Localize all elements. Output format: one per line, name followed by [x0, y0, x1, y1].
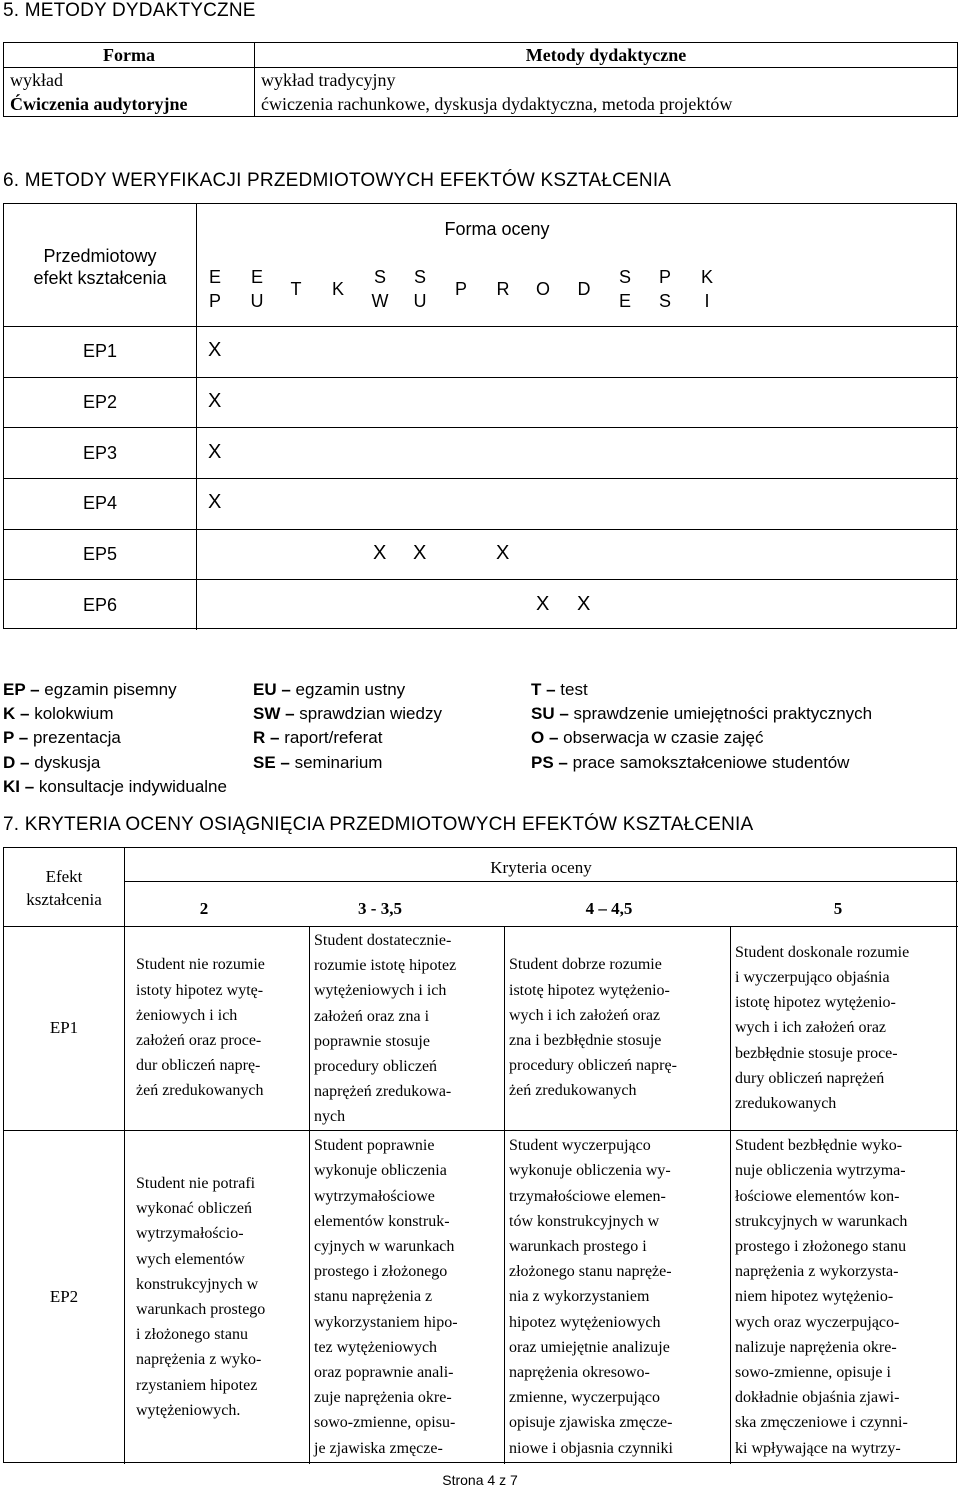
column-header: W: [371, 291, 389, 311]
column-header: U: [250, 291, 264, 311]
column-header: E: [250, 267, 263, 287]
column-header: E: [208, 267, 221, 287]
criteria-line: tów konstrukcyjnych w: [509, 1212, 660, 1230]
criteria-line: wych i ich założeń oraz: [509, 1006, 661, 1024]
legend-desc: sprawdzenie umiejętności praktycznych: [573, 704, 873, 723]
criteria-line: ki wpływające na wytrzy-: [735, 1439, 901, 1457]
legend-desc: sprawdzian wiedzy: [299, 704, 442, 723]
criteria-line: złożonego stanu napręże-: [509, 1263, 672, 1281]
row-label: EP5: [82, 544, 118, 564]
table-divider: [4, 427, 958, 428]
criteria-line: naprężeń zredukowa-: [314, 1083, 452, 1101]
mark-x: X: [208, 390, 222, 412]
criteria-line: trzymałościowe elemen-: [509, 1187, 666, 1205]
criteria-line: Student nie potrafi: [136, 1175, 256, 1192]
criteria-line: żeń zredukowanych: [509, 1082, 637, 1100]
criteria-line: nuje obliczenia wytrzyma-: [735, 1162, 906, 1180]
table-divider: [4, 529, 958, 530]
row-label: EP3: [82, 442, 118, 463]
criteria-cell: [136, 952, 305, 1103]
column-header: K: [700, 267, 713, 287]
section7-heading: 7. KRYTERIA OCENY OSIĄGNIĘCIA PRZEDMIOTOWYCH EFEKTÓW KSZTAŁCENIA: [3, 814, 754, 835]
legend-item: PS – prace samokształceniowe studentów: [531, 753, 850, 772]
legend-desc: prezentacja: [32, 728, 121, 747]
kryteria-header: Kryteria oceny: [490, 858, 592, 877]
criteria-line: wytężeniowych i ich: [314, 982, 447, 1000]
section6-heading: 6. METODY WERYFIKACJI PRZEDMIOTOWYCH EFEKTÓW KSZTAŁCENIA: [3, 170, 672, 191]
criteria-line: istotę hipotez wytężenio-: [735, 994, 896, 1012]
legend-desc: raport/referat: [284, 728, 383, 747]
column-header: P: [208, 291, 221, 311]
table-divider: [309, 926, 310, 1464]
table-divider: [730, 926, 731, 1464]
criteria-line: istotę hipotez wytężenio-: [509, 981, 670, 999]
criteria-line: niem hipotez wytężenio-: [735, 1288, 894, 1306]
teaching-methods-table: [3, 42, 958, 117]
criteria-line: wytrzymałościo-: [136, 1225, 244, 1243]
criteria-table: [3, 847, 957, 1463]
legend-desc: seminarium: [294, 753, 383, 772]
legend-abbr: SU: [531, 704, 555, 723]
criteria-line: naprężenia okresowo-: [509, 1364, 650, 1382]
criteria-line: wykonuje obliczenia: [314, 1162, 447, 1180]
criteria-line: tez wytężeniowych: [314, 1338, 438, 1356]
legend-abbr: D: [3, 753, 16, 772]
legend-desc: obserwacja w czasie zajęć: [563, 728, 764, 747]
criteria-cell: [735, 940, 954, 1116]
row-label: EP6: [82, 594, 118, 615]
legend-desc: prace samokształceniowe studentów: [572, 753, 850, 772]
criteria-line: konstrukcyjnych w: [136, 1275, 259, 1293]
verification-methods-table: [3, 203, 957, 629]
row-label: EP1: [82, 341, 118, 362]
grade-header: 5: [833, 899, 843, 918]
grade-header: 2: [199, 899, 209, 918]
legend-item: T – test: [531, 680, 588, 699]
mark-x: X: [536, 592, 550, 615]
mark-x: X: [577, 592, 591, 615]
table-divider: [504, 926, 505, 1464]
criteria-line: łościowe elementów kon-: [735, 1187, 900, 1205]
criteria-line: wykonuje obliczenia wy-: [509, 1162, 671, 1180]
criteria-line: warunkach prostego: [136, 1301, 266, 1319]
section5-heading: 5. METODY DYDAKTYCZNE: [3, 0, 256, 21]
criteria-line: niowe i objasnia czynniki: [509, 1439, 673, 1457]
criteria-line: dury obliczeń naprężeń: [735, 1069, 885, 1087]
mark-x: X: [208, 491, 222, 514]
criteria-cell: [136, 1171, 305, 1423]
criteria-line: wykonać obliczeń: [136, 1200, 252, 1218]
legend-abbr: SW: [253, 704, 281, 723]
table-divider: [4, 377, 958, 378]
column-header: P: [454, 279, 467, 299]
forma-cell: wykład: [4, 68, 255, 93]
legend-desc: kolokwium: [34, 704, 114, 723]
page-footer: Strona 4 z 7: [442, 1472, 518, 1488]
metody-cell: wykład tradycyjny: [255, 68, 958, 93]
criteria-line: opisuje zjawiska zmęcze-: [509, 1414, 673, 1432]
table-divider: [4, 1130, 958, 1131]
criteria-line: zuje naprężenia okre-: [314, 1389, 452, 1407]
criteria-line: Student nie rozumie: [136, 956, 265, 974]
mark-x: X: [208, 440, 222, 463]
criteria-line: rozumie istotę hipotez: [314, 957, 457, 975]
criteria-cell: [314, 1133, 500, 1461]
legend-abbr: O: [531, 728, 545, 747]
criteria-line: procedury obliczeń naprę-: [509, 1057, 677, 1075]
legend-abbr: P: [3, 728, 15, 747]
criteria-line: sowo-zmienne, opisuje i: [735, 1364, 891, 1382]
criteria-line: nia z wykorzystaniem: [509, 1288, 650, 1306]
criteria-line: wych oraz wyczerpująco-: [735, 1313, 900, 1331]
criteria-line: zna i bezbłędnie stosuje: [509, 1032, 662, 1049]
criteria-line: Student wyczerpująco: [509, 1137, 651, 1155]
column-header: S: [658, 291, 671, 311]
criteria-line: założeń oraz zna i: [314, 1007, 430, 1025]
table-divider: [196, 204, 197, 630]
criteria-line: naprężenia z wykorzysta-: [735, 1263, 899, 1281]
legend-desc: dyskusja: [34, 753, 101, 772]
legend-item: SW – sprawdzian wiedzy: [253, 704, 442, 723]
legend-item: P – prezentacja: [3, 728, 121, 747]
corner-label: Efekt: [45, 867, 83, 886]
mark-x: X: [208, 339, 222, 362]
row-label: EP2: [49, 1287, 79, 1306]
column-header: K: [331, 279, 344, 299]
table-divider: [124, 848, 125, 1464]
legend-item: K – kolokwium: [3, 704, 114, 723]
criteria-line: strukcyjnych w warunkach: [735, 1212, 908, 1230]
criteria-line: rzystaniem hipotez: [136, 1376, 258, 1394]
column-header: I: [704, 291, 710, 311]
criteria-line: Student dobrze rozumie: [509, 956, 662, 974]
legend-abbr: R: [253, 728, 266, 747]
criteria-line: prostego i złożonego: [314, 1263, 448, 1281]
criteria-line: i wyczerpująco objaśnia: [735, 969, 890, 986]
col-forma-header: Forma: [4, 43, 255, 68]
criteria-line: Student doskonale rozumie: [735, 943, 910, 961]
criteria-line: żeniowych i ich: [136, 1006, 238, 1024]
criteria-line: sowo-zmienne, opisu-: [314, 1414, 456, 1432]
criteria-line: je zjawiska zmęcze-: [314, 1439, 443, 1457]
column-header: O: [535, 279, 550, 299]
grade-header: 3 - 3,5: [358, 899, 402, 918]
legend-item: O – obserwacja w czasie zajęć: [531, 728, 764, 747]
criteria-cell: [509, 952, 726, 1103]
column-header: U: [413, 291, 427, 311]
criteria-line: zredukowanych: [735, 1095, 837, 1113]
row-label: EP1: [49, 1018, 79, 1037]
legend-desc: konsultacje indywidualne: [38, 777, 227, 796]
criteria-line: naprężenia z wyko-: [136, 1351, 262, 1369]
criteria-line: hipotez wytężeniowych: [509, 1313, 661, 1331]
criteria-line: warunkach prostego i: [509, 1238, 647, 1255]
criteria-line: cyjnych w warunkach: [314, 1238, 455, 1255]
legend-abbr: T: [531, 680, 542, 699]
criteria-line: nalizuje naprężenia okre-: [735, 1338, 897, 1356]
legend-item: SE – seminarium: [253, 753, 383, 772]
criteria-line: elementów konstruk-: [314, 1212, 450, 1230]
table-divider: [4, 478, 958, 479]
table-divider: [4, 326, 958, 327]
table-divider: [4, 579, 958, 580]
mark-x: X: [373, 542, 387, 564]
criteria-line: poprawnie stosuje: [314, 1032, 430, 1050]
criteria-line: i złożonego stanu: [136, 1326, 248, 1344]
table-divider: [4, 926, 958, 927]
legend-desc: egzamin ustny: [295, 680, 406, 699]
criteria-line: dokładnie objaśnia zjawi-: [735, 1389, 900, 1407]
criteria-line: ska zmęczeniowe i czynni-: [735, 1414, 908, 1432]
criteria-line: wytrzymałościowe: [314, 1187, 435, 1205]
column-header: D: [577, 279, 591, 299]
col-metody-header: Metody dydaktyczne: [255, 43, 958, 68]
criteria-line: Student bezbłędnie wyko-: [735, 1137, 903, 1155]
legend-desc: egzamin pisemny: [44, 680, 177, 699]
legend-item: EU – egzamin ustny: [253, 680, 406, 699]
metody-cell: ćwiczenia rachunkowe, dyskusja dydaktyczna, metoda projektów: [255, 92, 958, 117]
legend-abbr: EP: [3, 680, 26, 699]
criteria-cell: [509, 1133, 726, 1461]
criteria-line: wych elementów: [136, 1250, 245, 1268]
criteria-line: dur obliczeń naprę-: [136, 1057, 261, 1075]
legend-item: SU – sprawdzenie umiejętności praktycznych: [531, 704, 873, 723]
criteria-cell: [314, 928, 500, 1130]
column-header: R: [496, 279, 510, 299]
legend-item: KI – konsultacje indywidualne: [3, 777, 227, 796]
corner-label: Przedmiotowy: [43, 246, 157, 266]
grade-header: 4 – 4,5: [585, 899, 633, 918]
criteria-line: nych: [314, 1108, 346, 1126]
corner-label: efekt kształcenia: [33, 268, 167, 288]
legend-abbr: SE: [253, 753, 276, 772]
criteria-line: wykorzystaniem hipo-: [314, 1313, 458, 1331]
mark-x: X: [413, 542, 427, 564]
row-label: EP2: [82, 392, 118, 412]
criteria-line: żeń zredukowanych: [136, 1082, 264, 1100]
column-header: P: [658, 267, 671, 287]
legend-abbr: KI: [3, 777, 20, 796]
column-header: E: [618, 291, 631, 311]
criteria-line: stanu naprężenia z: [314, 1288, 433, 1306]
legend-abbr: EU: [253, 680, 277, 699]
legend-desc: test: [560, 680, 588, 699]
criteria-cell: [735, 1133, 954, 1461]
criteria-line: procedury obliczeń: [314, 1058, 438, 1076]
legend-abbr: PS: [531, 753, 554, 772]
forma-oceny-header: Forma oceny: [444, 219, 550, 239]
criteria-line: oraz umiejętnie analizuje: [509, 1338, 670, 1356]
criteria-line: istoty hipotez wytę-: [136, 981, 264, 999]
legend-item: R – raport/referat: [253, 728, 383, 747]
mark-x: X: [496, 542, 510, 564]
legend-abbr: K: [3, 704, 16, 723]
corner-label: kształcenia: [26, 890, 102, 909]
column-header: S: [413, 267, 426, 287]
table-divider: [124, 881, 958, 882]
column-header: T: [290, 279, 302, 299]
legend-item: EP – egzamin pisemny: [3, 680, 177, 699]
criteria-line: zmienne, wyczerpująco: [509, 1389, 661, 1407]
criteria-line: prostego i złożonego stanu: [735, 1238, 907, 1255]
column-header: S: [618, 267, 631, 287]
criteria-line: bezbłędnie stosuje proce-: [735, 1044, 898, 1062]
legend-item: D – dyskusja: [3, 753, 101, 772]
row-label: EP4: [82, 493, 118, 514]
criteria-line: wych i ich założeń oraz: [735, 1019, 887, 1037]
criteria-line: wytężeniowych.: [136, 1401, 241, 1419]
criteria-line: Student dostatecznie-: [314, 932, 452, 949]
criteria-line: założeń oraz proce-: [136, 1032, 262, 1049]
column-header: S: [373, 267, 386, 287]
criteria-line: Student poprawnie: [314, 1137, 435, 1155]
forma-cell: Ćwiczenia audytoryjne: [4, 92, 255, 117]
criteria-line: oraz poprawnie anali-: [314, 1364, 454, 1382]
